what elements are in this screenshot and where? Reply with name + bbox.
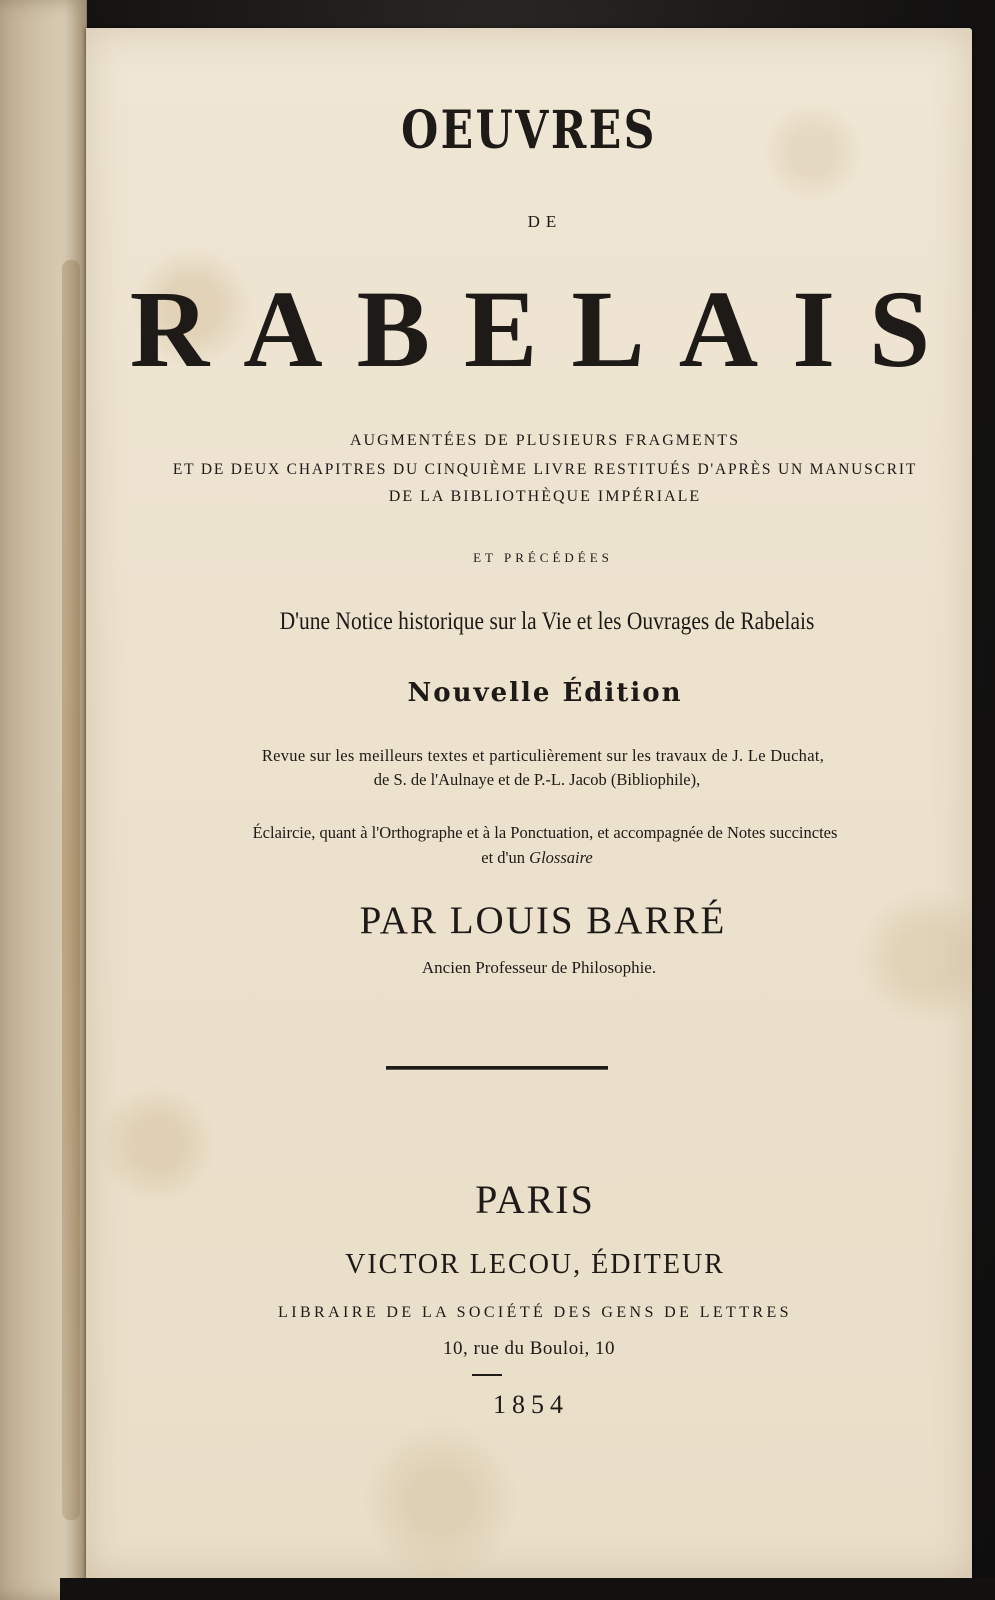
editor-title: Ancien Professeur de Philosophie. (421, 958, 657, 977)
libraire-line: LIBRAIRE DE LA SOCIÉTÉ DES GENS DE LETTRES (278, 1304, 792, 1321)
city-line: PARIS (475, 1177, 595, 1222)
year-line: 1854 (493, 1390, 569, 1419)
revue-line-2: de S. de l'Aulnaye et de P.-L. Jacob (Bibliophile), (373, 770, 701, 789)
precedees-line: ET PRÉCÉDÉES (473, 550, 613, 565)
edition-line: Nouvelle Édition (407, 678, 683, 708)
bottom-shadow (60, 1578, 995, 1600)
heading-de: DE (527, 212, 563, 231)
facing-page-edge (0, 0, 87, 1600)
short-divider (472, 1374, 502, 1376)
eclaircie-line-2 (94, 848, 980, 868)
title-page (86, 28, 972, 1578)
divider-rule (386, 1066, 608, 1070)
eclaircie-line-1: Éclaircie, quant à l'Orthographe et à la Ponctuation, et accompagnée de Notes succinctes (252, 823, 838, 842)
subtitle-line-2: ET DE DEUX CHAPITRES DU CINQUIÈME LIVRE RESTITUÉS D'APRÈS UN MANUSCRIT (172, 461, 918, 478)
notice-line: D'une Notice historique sur la Vie et les Ouvrages de Rabelais (279, 608, 815, 635)
glossaire-word: Glossaire (529, 848, 593, 867)
subtitle-line-3: DE LA BIBLIOTHÈQUE IMPÉRIALE (388, 488, 702, 505)
editor-line: PAR LOUIS BARRÉ (359, 899, 727, 942)
revue-line-1: Revue sur les meilleurs textes et particulièrement sur les travaux de J. Le Duchat, (261, 746, 825, 765)
heading-oeuvres: OEUVRES (401, 100, 657, 161)
author-heading: RABELAIS (129, 268, 965, 390)
publisher-line: VICTOR LECOU, ÉDITEUR (345, 1249, 725, 1280)
eclaircie-prefix: et d'un (481, 848, 526, 867)
subtitle-line-1: AUGMENTÉES DE PLUSIEURS FRAGMENTS (349, 432, 741, 449)
address-line: 10, rue du Bouloi, 10 (443, 1338, 615, 1359)
